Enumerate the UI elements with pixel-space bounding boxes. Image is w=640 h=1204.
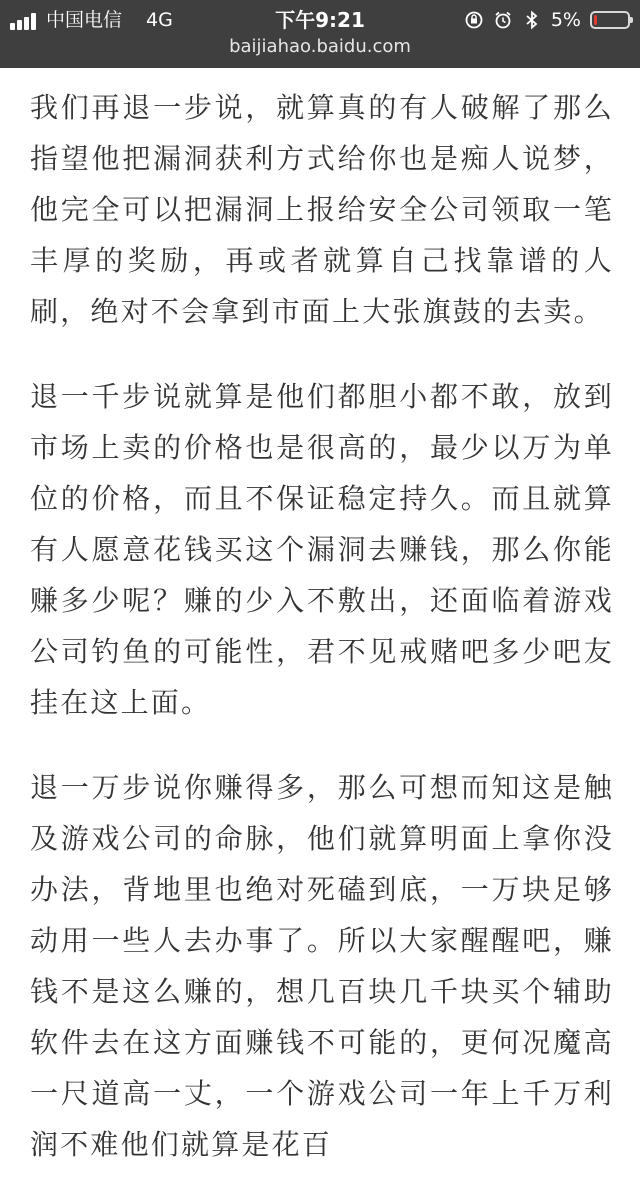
article-paragraph: 退一万步说你赚得多，那么可想而知这是触及游戏公司的命脉，他们就算明面上拿你没办法，背地里也绝对死磕到底，一万块足够动用一些人去办事了。所以大家醒醒吧，赚钱不是这么赚的，想几百块几千块买个辅助软件去在这方面赚钱不可能的，更何况魔高一尺道高一丈，一个游戏公司一年上千万利润不难他们就算是花百 (30, 771, 614, 1161)
article-body (30, 82, 614, 1204)
orientation-lock-icon (464, 10, 484, 30)
status-icons (464, 7, 630, 33)
status-bar (0, 0, 640, 68)
battery-percent: 5% (550, 9, 581, 31)
article-paragraph: 退一千步说就算是他们都胆小都不敢，放到市场上卖的价格也是很高的，最少以万为单位的价格，而且不保证稳定持久。而且就算有人愿意花钱买这个漏洞去赚钱，那么你能赚多少呢？赚的少入不敷出，还面临着游戏公司钓鱼的可能性，君不见戒赌吧多少吧友挂在这上面。 (30, 380, 614, 719)
battery-icon (590, 11, 630, 29)
battery-level-fill (594, 15, 597, 25)
network-type: 4G (146, 9, 173, 31)
status-row (0, 4, 640, 34)
status-time: 下午9:21 (275, 8, 365, 32)
article-paragraph: 我们再退一步说，就算真的有人破解了那么指望他把漏洞获利方式给你也是痴人说梦，他完全可以把漏洞上报给安全公司领取一笔丰厚的奖励，再或者就算自己找靠谱的人刷，绝对不会拿到市面上大张旗鼓的去卖。 (30, 91, 614, 328)
carrier-name: 中国电信 (46, 9, 123, 31)
address-bar-url[interactable]: baijiahao.baidu.com (229, 36, 411, 57)
alarm-icon (493, 10, 513, 30)
bluetooth-icon (522, 10, 542, 30)
